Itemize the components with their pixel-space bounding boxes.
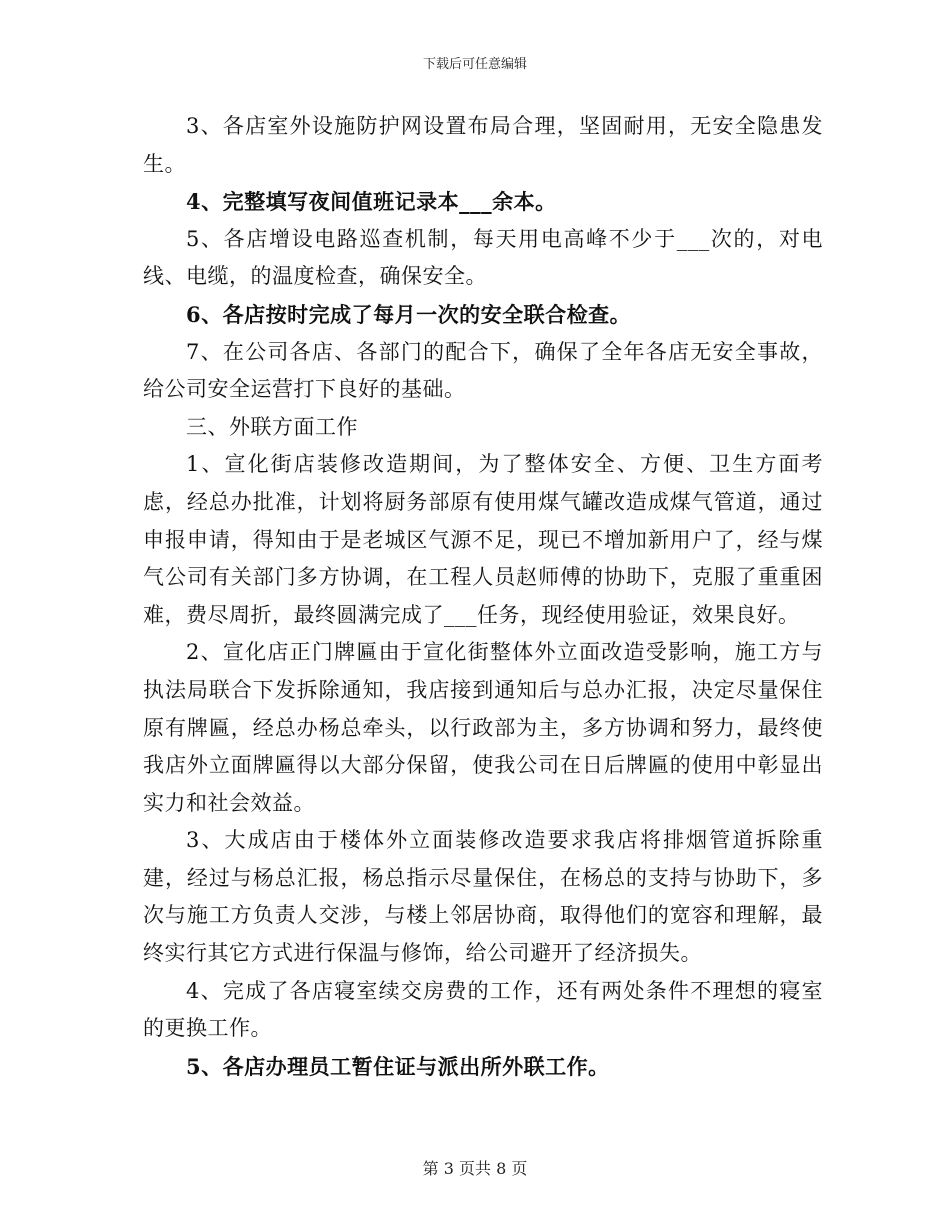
paragraph-item-3: 3、各店室外设施防护网设置布局合理，坚固耐用，无安全隐患发生。 [143, 114, 823, 176]
paragraph-liaison-4: 4、完成了各店寝室续交房费的工作，还有两处条件不理想的寝室的更换工作。 [143, 978, 823, 1041]
paragraph-liaison-5: 5、各店办理员工暂住证与派出所外联工作。 [186, 1053, 610, 1079]
paragraph-liaison-2: 2、宣化店正门牌匾由于宣化街整体外立面改造受影响，施工方与执法局联合下发拆除通知，我店接到通知后与总办汇报，决定尽量保住原有牌匾，经总办杨总牵头，以行政部为主，多方协调和努力，最终使我店外立面牌匾得以大部分保留，使我公司在日后牌匾的使用中彰显出实力和社会效益。 [143, 640, 823, 815]
section-heading: 三、外联方面工作 [186, 414, 358, 439]
page-header: 下载后可任意编辑 [422, 57, 527, 72]
paragraph-item-4: 4、完整填写夜间值班记录本___余本。 [186, 189, 557, 215]
paragraph-liaison-1: 1、宣化街店装修改造期间，为了整体安全、方便、卫生方面考虑，经总办批准，计划将厨务部原有使用煤气罐改造成煤气管道，通过申报申请，得知由于是老城区气源不足，现已不增加新用户了，经与煤气公司有关部门多方协调，在工程人员赵师傅的协助下，克服了重重困难，费尽周折，最终圆满完成了___任务，现经使用验证，效果良好。 [143, 452, 823, 627]
paragraph-liaison-3: 3、大成店由于楼体外立面装修改造要求我店将排烟管道拆除重建，经过与杨总汇报，杨总指示尽量保住，在杨总的支持与协助下，多次与施工方负责人交涉，与楼上邻居协商，取得他们的宽容和理解，最终实行其它方式进行保温与修饰，给公司避开了经济损失。 [143, 828, 823, 966]
page-footer: 第 3 页共 8 页 [422, 1159, 528, 1178]
paragraph-item-6: 6、各店按时完成了每月一次的安全联合检查。 [186, 301, 632, 327]
document-body [143, 108, 823, 1085]
paragraph-item-5: 5、各店增设电路巡查机制，每天用电高峰不少于___次的，对电线、电缆，的温度检查，确保安全。 [143, 226, 823, 289]
paragraph-item-7: 7、在公司各店、各部门的配合下，确保了全年各店无安全事故，给公司安全运营打下良好的基础。 [143, 339, 823, 402]
